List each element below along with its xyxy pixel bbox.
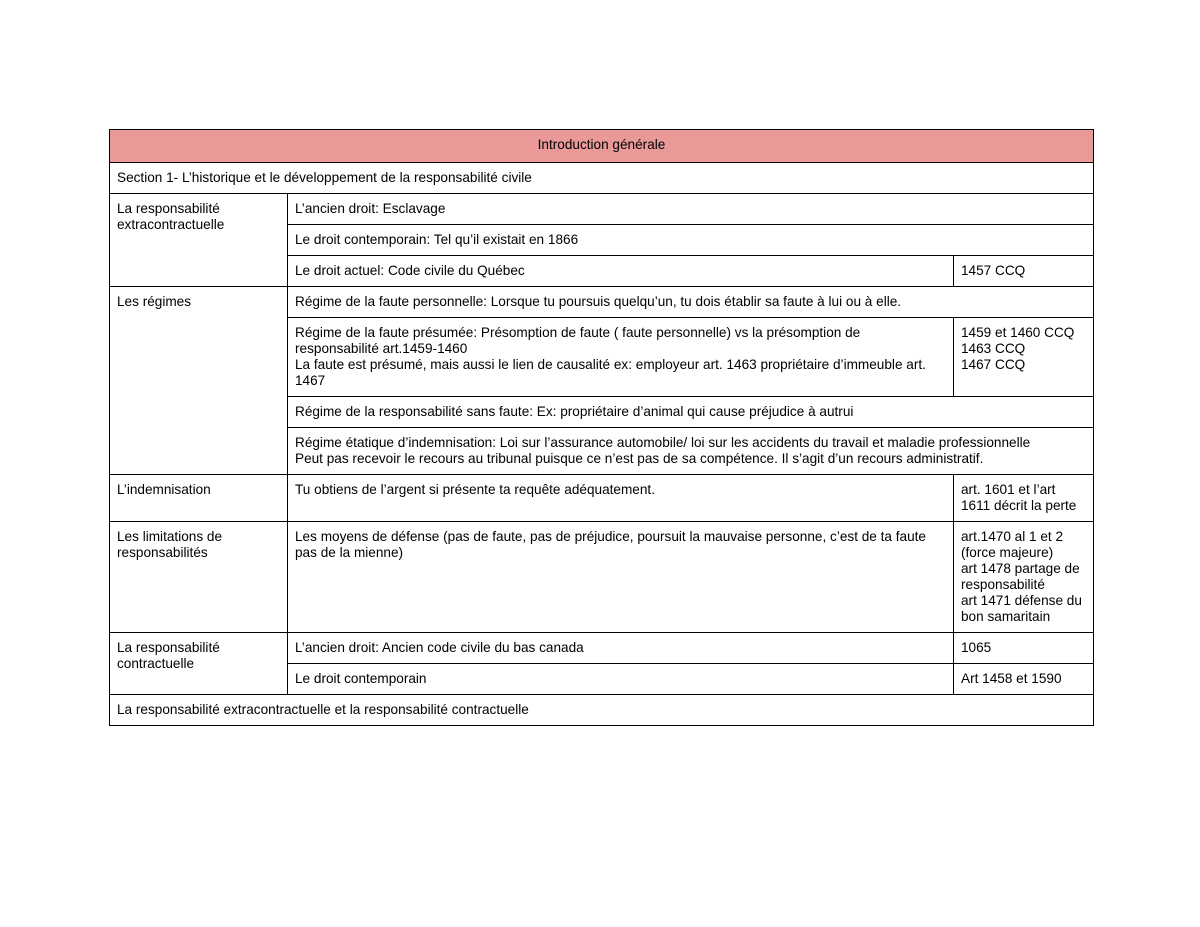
row-text: Régime de la faute présumée: Présomption de faute ( faute personnelle) vs la présomption de responsabilité art.1459-1460 La faute est présumé, mais aussi le lien de causalité ex: employeur art. 1463 propriétaire d’immeuble art. 1467 (288, 318, 954, 397)
row-text: Régime étatique d’indemnisation: Loi sur l’assurance automobile/ loi sur les accidents du travail et maladie professionnelle Peut pas recevoir le recours au tribunal puisque ce n’est pas de sa compétence. Il s’agit d’un recours administratif. (288, 428, 1094, 475)
row-text: Le droit contemporain: Tel qu’il existait en 1866 (288, 225, 1094, 256)
group-label-limitations: Les limitations de responsabilités (110, 522, 288, 633)
row-text: Les moyens de défense (pas de faute, pas de préjudice, poursuit la mauvaise personne, c’est de ta faute pas de la mienne) (288, 522, 954, 633)
table-title: Introduction générale (110, 130, 1094, 163)
group-label-regimes: Les régimes (110, 287, 288, 475)
article-reference: 1065 (954, 633, 1094, 664)
table-row (110, 475, 1094, 522)
group-label-extracontractuelle: La responsabilité extracontractuelle (110, 194, 288, 287)
row-text: Le droit contemporain (288, 664, 954, 695)
table-row (110, 633, 1094, 664)
row-text: L’ancien droit: Ancien code civile du bas canada (288, 633, 954, 664)
group-label-indemnisation: L’indemnisation (110, 475, 288, 522)
group-label-contractuelle: La responsabilité contractuelle (110, 633, 288, 695)
article-reference: 1459 et 1460 CCQ 1463 CCQ 1467 CCQ (954, 318, 1094, 397)
row-text: L’ancien droit: Esclavage (288, 194, 1094, 225)
article-reference: art. 1601 et l’art 1611 décrit la perte (954, 475, 1094, 522)
article-reference: 1457 CCQ (954, 256, 1094, 287)
article-reference: Art 1458 et 1590 (954, 664, 1094, 695)
row-text: Tu obtiens de l’argent si présente ta requête adéquatement. (288, 475, 954, 522)
row-text: Régime de la responsabilité sans faute: Ex: propriétaire d’animal qui cause préjudice à autrui (288, 397, 1094, 428)
section-heading: Section 1- L’historique et le développement de la responsabilité civile (110, 163, 1094, 194)
section-heading-row (110, 163, 1094, 194)
table-title-row (110, 130, 1094, 163)
row-text: Régime de la faute personnelle: Lorsque tu poursuis quelqu’un, tu dois établir sa faute à lui ou à elle. (288, 287, 1094, 318)
article-reference: art.1470 al 1 et 2 (force majeure) art 1478 partage de responsabilité art 1471 défense du bon samaritain (954, 522, 1094, 633)
summary-table (109, 129, 1094, 726)
table-row (110, 522, 1094, 633)
table-footer: La responsabilité extracontractuelle et la responsabilité contractuelle (110, 695, 1094, 726)
table-row (110, 287, 1094, 318)
table-row (110, 194, 1094, 225)
table-footer-row (110, 695, 1094, 726)
row-text: Le droit actuel: Code civile du Québec (288, 256, 954, 287)
